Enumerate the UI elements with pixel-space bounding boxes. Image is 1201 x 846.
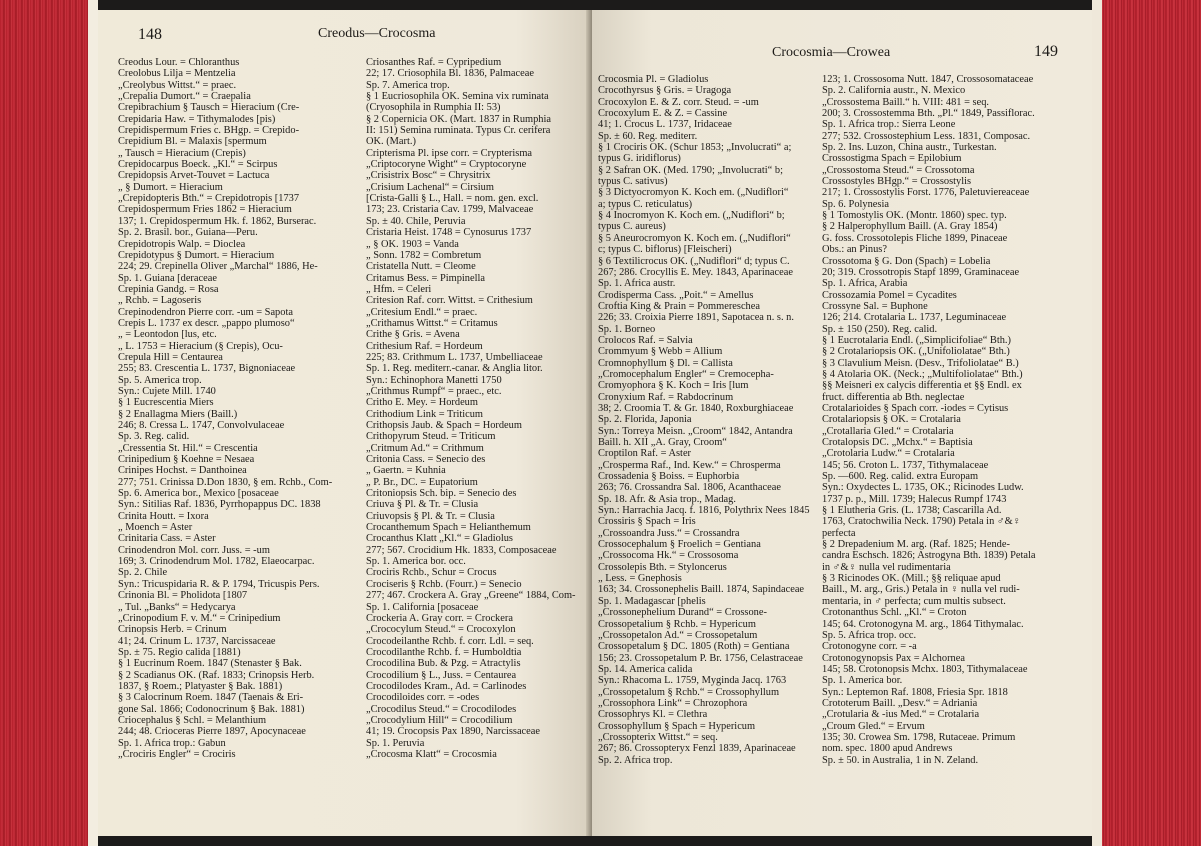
text-line: Sp. 1. Africa trop.: Gabun [118, 737, 226, 749]
text-line: „Cromocephalum Engler“ = Cremocepha- [598, 368, 774, 380]
text-line: Crotalarioides § Spach corr. -iodes = Cytisus [822, 402, 1009, 414]
text-line: Crinopsis Herb. = Crinum [118, 624, 227, 636]
text-line: 156; 23. Crossopetalum P. Br. 1756, Celastraceae [598, 652, 803, 664]
text-line: „Crossopterix Wittst.“ = seq. [598, 731, 718, 743]
text-line: Crocodilodes Kram., Ad. = Carlinodes [366, 680, 527, 692]
text-line: „Crossostema Baill.“ h. VIII: 481 = seq. [822, 96, 989, 108]
text-line: § 1 Eucrescentia Miers [118, 397, 214, 409]
text-line: § 1 Eucriosophila OK. Semina vix ruminata [366, 91, 549, 103]
text-line: Criuva § Pl. & Tr. = Clusia [366, 499, 479, 511]
text-line: 169; 3. Crinodendrum Mol. 1782, Elaeocarpac. [118, 556, 315, 568]
text-line: 217; 1. Crossostylis Forst. 1776, Paletuviereaceae [822, 187, 1030, 199]
text-line: Crinonia Bl. = Pholidota [1807 [118, 590, 248, 602]
text-line: Crockeria A. Gray corr. = Crockera [366, 612, 513, 624]
text-line: Sp. 1. Guiana [deraceae [118, 272, 217, 284]
text-line: „ P. Br., DC. = Eupatorium [366, 476, 478, 488]
text-line: § 3 Clavulium Meisn. (Desv., Trifoliolatae“ B.) [822, 357, 1019, 369]
text-line: Syn.: Oxydectes L. 1735, OK.; Ricinodes Ludw. [822, 482, 1024, 494]
text-line: „Crossoandra Juss.“ = Crossandra [598, 527, 740, 539]
text-line: Crepibrachium § Tausch = Hieracium (Cre- [118, 102, 300, 114]
text-line: Sp. 2. Chile [118, 567, 168, 579]
text-line: 277; 567. Crocidium Hk. 1833, Composaceae [366, 544, 557, 556]
text-line: Crepinodendron Pierre corr. -um = Sapota [118, 306, 293, 318]
text-line: 41; 24. Crinum L. 1737, Narcissaceae [118, 635, 276, 647]
text-line: 126; 214. Crotalaria L. 1737, Leguminaceae [822, 312, 1007, 324]
text-line: „ § Dumort. = Hieracium [118, 181, 223, 193]
text-line: § 2 Copernicia OK. (Mart. 1837 in Rumphia [366, 113, 551, 125]
text-line: §§ Meisneri ex calycis differentia et §§ Endl. ex [822, 380, 1022, 392]
text-line: § 2 Scadianus OK. (Raf. 1833; Crinopsis Herb. [118, 669, 315, 681]
text-line: § 2 Crotalariopsis OK. („Unifoliolatae“ Bth.) [822, 346, 1010, 358]
text-line: Croptilon Raf. = Aster [598, 448, 692, 460]
text-line: Syn.: Sitilias Raf. 1836, Pyrrhopappus DC. 1838 [118, 499, 321, 511]
text-line: Crossostigma Spach = Epilobium [822, 153, 962, 165]
text-line: „Critmum Ad.“ = Crithmum [366, 442, 484, 454]
text-line: 277; 532. Crossostephium Less. 1831, Composac. [822, 130, 1031, 142]
text-line: Sp. 5. Africa trop. occ. [822, 629, 917, 641]
text-line: 145; 58. Crotonopsis Mchx. 1803, Tithymalaceae [822, 663, 1028, 675]
text-line: Critho E. Mey. = Hordeum [366, 397, 478, 409]
left-running-head: Creodus—Crocosma [318, 26, 436, 41]
text-line: typus C. sativus) [598, 176, 668, 188]
text-line: Crocodeilanthe Rchb. f. corr. Ldl. = seq. [366, 635, 534, 647]
text-line: „Crociris Engler“ = Crociris [118, 748, 236, 760]
text-line: Sp. ± 50. in Australia, 1 in N. Zeland. [822, 754, 979, 766]
text-line: § 1 Eucrinum Roem. 1847 (Stenaster § Bak. [118, 658, 302, 670]
text-line: Crossozamia Pomel = Cycadites [822, 289, 957, 301]
text-line: § 1 Crociris OK. (Schur 1853; „Involucrati“ a; [598, 142, 792, 154]
text-line: „ Less. = Gnephosis [598, 573, 682, 585]
text-line: 135; 30. Crowea Sm. 1798, Rutaceae. Primum [822, 731, 1016, 743]
text-line: Crinitaria Cass. = Aster [118, 533, 216, 545]
text-line: 1737 p. p., Mill. 1739; Halecus Rumpf 1743 [822, 493, 1007, 505]
text-line: Crocodilina Bub. & Pzg. = Atractylis [366, 658, 521, 670]
text-line: „Crossopetalum § Rchb.“ = Crossophyllum [598, 686, 780, 698]
text-line: § 2 Enallagma Miers (Baill.) [118, 408, 238, 420]
text-line: § 6 Textilicrocus OK. („Nudiflori“ d; typus C. [598, 255, 790, 267]
text-line: „Crossostoma Steud.“ = Crossotoma [822, 164, 975, 176]
text-line: § 1 Tomostylis OK. (Montr. 1860) spec. typ. [822, 210, 1007, 222]
text-line: 41; 19. Crocopsis Pax 1890, Narcissaceae [366, 726, 541, 738]
text-line: Crepidotypus § Dumort. = Hieracium [118, 249, 275, 261]
text-line: Crotalopsis DC. „Mchx.“ = Baptisia [822, 437, 973, 448]
right-running-head: Crocosmia—Crowea [772, 45, 891, 60]
text-line: Sp. 6. America bor., Mexico [posaceae [118, 488, 279, 500]
text-line: § 4 Atolaria OK. (Neck.; „Multifoliolatae“ Bth.) [822, 368, 1023, 380]
text-line: 137; 1. Crepidospermum Hk. f. 1862, Burserac. [118, 215, 317, 227]
text-line: Crithopyrum Steud. = Triticum [366, 431, 496, 443]
text-line: Crepidocarpus Boeck. „Kl.“ = Scirpus [118, 159, 278, 171]
text-line: [Crista-Galli § L., Hall. = nom. gen. excl. [366, 193, 539, 205]
text-line: § 2 Halperophyllum Baill. (A. Gray 1854) [822, 221, 998, 233]
text-line: 38; 2. Croomia T. & Gr. 1840, Roxburghiaceae [598, 402, 794, 414]
text-line: Sp. 1. Peruvia [366, 737, 425, 749]
text-line: Sp. ± 40. Chile, Peruvia [366, 215, 466, 227]
text-line: Critamus Bess. = Pimpinella [366, 272, 486, 284]
text-line: Sp. 1. America bor. [822, 675, 903, 687]
text-line: „Crepidopteris Bth.“ = Crepidotropis [1737 [118, 193, 300, 205]
text-line: 263; 76. Crossandra Sal. 1806, Acanthaceae [598, 482, 781, 494]
text-line: Crossadenia § Boiss. = Euphorbia [598, 471, 740, 483]
text-line: Sp. 1. Africa austr. [598, 278, 676, 290]
text-line: Crepinia Gandg. = Rosa [118, 283, 219, 295]
text-line: Crociris Rchb., Schur = Crocus [366, 567, 497, 579]
text-line: Sp. 2. Ins. Luzon, China austr., Turkestan. [822, 142, 997, 154]
text-line: Syn.: Echinophora Manetti 1750 [366, 374, 502, 386]
text-line: Crommyum § Webb = Allium [598, 346, 723, 358]
text-line: „ Rchb. = Lagoseris [118, 295, 202, 307]
text-line: „Crosperma Raf., Ind. Kew.“ = Chrosperma [598, 459, 781, 471]
text-line: in ♂&♀ nulla vel rudimentaria [822, 561, 951, 573]
text-line: Criocephalus § Schl. = Melanthium [118, 714, 267, 726]
text-line: 22; 17. Criosophila Bl. 1836, Palmaceae [366, 68, 534, 80]
text-line: Sp. 1. America bor. occ. [366, 556, 466, 568]
right-column-1 [598, 74, 816, 830]
text-line: Creodus Lour. = Chloranthus [118, 57, 240, 68]
text-line: 200; 3. Crossostemma Bth. „Pl.“ 1849, Passiflorac. [822, 108, 1035, 120]
text-line: Crepidopsis Arvet-Touvet = Lactuca [118, 170, 270, 182]
text-line: Crithodium Link = Triticum [366, 408, 483, 420]
text-line: 163; 34. Crossonephelis Baill. 1874, Sapindaceae [598, 584, 805, 596]
text-line: § 4 Inocromyon K. Koch em. („Nudiflori“ b; [598, 210, 785, 222]
text-line: 267; 86. Crossopteryx Fenzl 1839, Aparinaceae [598, 743, 796, 755]
text-line: nom. spec. 1800 apud Andrews [822, 743, 953, 755]
text-line: Crinipes Hochst. = Danthoinea [118, 465, 247, 477]
text-line: Crocothyrsus § Gris. = Uragoga [598, 85, 732, 97]
text-line: „ Tul. „Banks“ = Hedycarya [118, 601, 236, 613]
text-line: § 2 Drepadenium M. arg. (Raf. 1825; Hende- [822, 539, 1010, 551]
text-line: Cripterisma Pl. ipse corr. = Crypterisma [366, 147, 533, 159]
text-line: Crocodilanthe Rchb. f. = Humboldtia [366, 646, 522, 658]
text-line: § 1 Elutheria Gris. (L. 1738; Cascarilla Ad. [822, 505, 1002, 517]
text-line: Sp. 2. Africa trop. [598, 754, 673, 766]
text-line: Criosanthes Raf. = Cypripedium [366, 57, 502, 68]
text-line: Crepidispermum Fries c. BHgp. = Crepido- [118, 125, 300, 137]
left-page [98, 10, 590, 836]
text-line: „Crepalia Dumort.“ = Craepalia [118, 91, 251, 103]
text-line: Cronyxium Raf. = Rabdocrinum [598, 391, 734, 403]
text-line: mentaria, in ♂ perfecta; cum multis subsect. [822, 595, 1006, 607]
text-line: Sp. 18. Afr. & Asia trop., Madag. [598, 493, 736, 505]
text-line: fruct. differentia ab Bth. neglectae [822, 391, 965, 403]
text-line: „Crossocoma Hk.“ = Crossosoma [598, 550, 739, 562]
text-line: „Criptocoryne Wight“ = Cryptocoryne [366, 159, 527, 171]
text-line: „ Gaertn. = Kuhnia [366, 465, 446, 477]
text-line: Sp. 1. California [posaceae [366, 601, 479, 613]
text-line: „ L. 1753 = Hieracium (§ Crepis), Ocu- [118, 340, 283, 352]
text-line: „Crotularia & -ius Med.“ = Crotalaria [822, 709, 980, 721]
text-line: Sp. 1. Africa trop.: Sierra Leone [822, 119, 956, 131]
text-line: gone Sal. 1866; Codonocrinum § Bak. 1881) [118, 703, 305, 715]
text-line: Baill., M. arg., Gris.) Petala in ♀ nulla vel rudi- [822, 584, 1020, 596]
text-line: „Crocodylium Hill“ = Crocodilium [366, 714, 513, 726]
text-line: Crolocos Raf. = Salvia [598, 334, 693, 346]
text-line: „ = Leontodon [lus, etc. [118, 329, 217, 341]
text-line: Sp. 5. America trop. [118, 374, 202, 386]
text-line: 145; 64. Crotonogyna M. arg., 1864 Tithymalac. [822, 618, 1024, 630]
text-line: Crossotoma § G. Don (Spach) = Lobelia [822, 255, 991, 267]
text-line: Critonia Cass. = Senecio des [366, 454, 486, 466]
text-line: Criuvopsis § Pl. & Tr. = Clusia [366, 510, 495, 522]
text-line: Croftia King & Prain = Pommereschea [598, 300, 760, 312]
text-line: typus G. iridiflorus) [598, 153, 681, 165]
text-line: Sp. 1. Reg. mediterr.-canar. & Anglia litor. [366, 363, 543, 375]
text-line: Critoniopsis Sch. bip. = Senecio des [366, 488, 517, 500]
text-line: Syn.: Leptemon Raf. 1808, Friesia Spr. 1818 [822, 686, 1008, 698]
text-line: § 3 Dictyocromyon K. Koch em. („Nudiflori“ [598, 187, 789, 199]
text-line: Syn.: Tricuspidaria R. & P. 1794, Tricuspis Pers. [118, 578, 320, 590]
text-line: § 2 Safran OK. (Med. 1790; „Involucrati“ b; [598, 164, 783, 176]
text-line: Crossopetalium § Rchb. = Hypericum [598, 618, 756, 630]
text-line: Crepula Hill = Centaurea [118, 351, 223, 363]
text-line: Crithopsis Jaub. & Spach = Hordeum [366, 420, 522, 431]
text-line: Cromnophyllum § Dl. = Callista [598, 357, 733, 369]
text-line: Crepidaria Haw. = Tithymalodes [pis) [118, 113, 276, 125]
text-line: Sp. 14. America calida [598, 663, 693, 675]
left-column-1 [118, 57, 362, 830]
text-line: „Critesium Endl.“ = praec. [366, 306, 478, 318]
right-column-2 [822, 74, 1088, 830]
text-line: Crinodendron Mol. corr. Juss. = -um [118, 544, 270, 556]
text-line: Crototerum Baill. „Desv.“ = Adriania [822, 697, 978, 709]
text-line: Syn.: Torreya Meisn. „Croom“ 1842, Antandra [598, 425, 793, 437]
text-line: 123; 1. Crossosoma Nutt. 1847, Crossosomataceae [822, 74, 1034, 85]
text-line: candra Eschsch. 1826; Astrogyna Bth. 1839) Petala [822, 550, 1036, 562]
text-line: Crocoxylum E. & Z. = Cassine [598, 108, 728, 120]
text-line: Crossophrys Kl. = Clethra [598, 709, 708, 721]
left-column-2 [366, 57, 588, 830]
text-line: „Crocosma Klatt“ = Crocosmia [366, 748, 497, 760]
text-line: 224; 29. Crepinella Oliver „Marchal“ 1886, He- [118, 261, 318, 273]
text-line: „Crossophora Link“ = Chrozophora [598, 697, 748, 709]
text-line: 1837, § Roem.; Platyaster § Bak. 1881) [118, 680, 283, 692]
text-line: 267; 286. Crocyllis E. Mey. 1843, Aparinaceae [598, 266, 793, 278]
text-line: Crossostyles BHgp.“ = Crossostylis [822, 176, 972, 188]
text-line: Crossyne Sal. = Buphone [822, 300, 928, 312]
text-line: 173; 23. Cristaria Cav. 1799, Malvaceae [366, 204, 534, 216]
right-page-edge [1098, 0, 1201, 846]
text-line: Sp. 7. America trop. [366, 79, 450, 91]
text-line: Creolobus Lilja = Mentzelia [118, 68, 236, 80]
text-line: Crotonogyne corr. = -a [822, 641, 917, 653]
text-line: „Crithmus Rumpf“ = praec., etc. [366, 385, 502, 397]
text-line: Crotonanthus Schl. „Kl.“ = Croton [822, 607, 967, 619]
text-line: Sp. —600. Reg. calid. extra Europam [822, 471, 979, 483]
text-line: Sp. ± 60. Reg. mediterr. [598, 130, 698, 142]
text-line: Crocanthus Klatt „Kl.“ = Gladiolus [366, 533, 513, 545]
text-line: 226; 33. Croixia Pierre 1891, Sapotacea n. s. n. [598, 312, 794, 324]
text-line: Sp. 3. Reg. calid. [118, 431, 190, 443]
text-line: „Crossopetalon Ad.“ = Crossopetalum [598, 629, 758, 641]
text-line: Sp. 1. Africa, Arabia [822, 278, 908, 290]
left-page-number: 148 [138, 26, 162, 43]
text-line: „Cressentia St. Hil.“ = Crescentia [118, 442, 258, 454]
text-line: „Crinopodium F. v. M.“ = Crinipedium [118, 612, 281, 624]
text-line: „ § OK. 1903 = Vanda [366, 238, 459, 250]
text-line: Crossolepis Bth. = Styloncerus [598, 561, 727, 573]
text-line: Crociseris § Rchb. (Fourr.) = Senecio [366, 578, 522, 590]
text-line: Crocodiloides corr. = -odes [366, 692, 480, 704]
text-line: Baill. h. XII „A. Gray, Croom“ [598, 437, 727, 448]
text-line: Crepidotropis Walp. = Dioclea [118, 238, 246, 250]
text-line: Sp. 1. Borneo [598, 323, 656, 335]
text-line: perfecta [822, 527, 856, 539]
text-line: Crodisperma Cass. „Poit.“ = Amellus [598, 289, 754, 301]
text-line: „Crococylum Steud.“ = Crocoxylon [366, 624, 516, 636]
text-line: 255; 83. Crescentia L. 1737, Bignoniaceae [118, 363, 296, 375]
text-line: G. foss. Crossotolepis Fliche 1899, Pinaceae [822, 232, 1008, 244]
text-line: OK. (Mart.) [366, 136, 416, 148]
text-line: Crithe § Gris. = Avena [366, 329, 460, 341]
text-line: „Crossonephelium Durand“ = Crossone- [598, 607, 767, 619]
text-line: Critesion Raf. corr. Wittst. = Crithesium [366, 295, 533, 307]
text-line: Cromyophora § K. Koch = Iris [lum [598, 380, 749, 392]
text-line: 1763, Cratochwilia Neck. 1790) Petala in ♂&♀ [822, 516, 1021, 528]
text-line: Crithesium Raf. = Hordeum [366, 340, 483, 352]
text-line: Cristatella Nutt. = Cleome [366, 261, 476, 273]
text-line: (Cryosophila in Rumphia II: 53) [366, 102, 501, 114]
text-line: Syn.: Harrachia Jacq. f. 1816, Polythrix Nees 1845 [598, 505, 810, 517]
text-line: Crinipedium § Koehne = Nesaea [118, 454, 255, 466]
text-line: Crepis L. 1737 ex descr. „pappo plumoso“ [118, 317, 295, 329]
text-line: 277; 751. Crinissa D.Don 1830, § em. Rchb., Com- [118, 476, 333, 488]
text-line: Crocanthemum Spach = Helianthemum [366, 522, 531, 534]
text-line: Crinita Houtt. = Ixora [118, 510, 209, 522]
text-line: 41; 1. Crocus L. 1737, Iridaceae [598, 119, 732, 131]
text-line: Sp. 1. Madagascar [phelis [598, 595, 706, 607]
text-line: Sp. 2. California austr., N. Mexico [822, 85, 966, 97]
text-line: „ Sonn. 1782 = Combretum [366, 249, 482, 261]
text-line: § 5 Aneurocromyon K. Koch em. („Nudiflori“ [598, 232, 791, 244]
text-line: 225; 83. Crithmum L. 1737, Umbelliaceae [366, 351, 543, 363]
right-page [592, 10, 1092, 836]
text-line: Crossophyllum § Spach = Hypericum [598, 720, 756, 732]
text-line: Crepidospermum Fries 1862 = Hieracium [118, 204, 292, 216]
text-line: Sp. 2. Brasil. bor., Guiana—Peru. [118, 227, 258, 239]
text-line: „ Moench = Aster [118, 522, 193, 534]
text-line: „Croum Gled.“ = Ervum [822, 720, 925, 732]
text-line: 20; 319. Crossotropis Stapf 1899, Graminaceae [822, 266, 1020, 278]
text-line: typus C. aureus) [598, 221, 666, 233]
text-line: Sp. 2. Florida, Japonia [598, 414, 692, 426]
text-line: „Crocodilus Steud.“ = Crocodilodes [366, 703, 517, 715]
text-line: Syn.: Cujete Mill. 1740 [118, 385, 216, 397]
text-line: „Creolybus Wittst.“ = praec. [118, 79, 237, 91]
text-line: 277; 467. Crockera A. Gray „Greene“ 1884, Com- [366, 590, 576, 602]
text-line: „ Hfm. = Celeri [366, 283, 432, 295]
text-line: 145; 56. Croton L. 1737, Tithymalaceae [822, 459, 989, 471]
text-line: Crocoxylon E. & Z. corr. Steud. = -um [598, 96, 759, 108]
text-line: a; typus C. reticulatus) [598, 198, 693, 210]
text-line: Crossopetalum § DC. 1805 (Roth) = Gentiana [598, 641, 790, 653]
text-line: Crocodilium § L., Juss. = Centaurea [366, 669, 517, 681]
text-line: 244; 48. Crioceras Pierre 1897, Apocynaceae [118, 726, 306, 738]
text-line: Sp. ± 150 (250). Reg. calid. [822, 323, 938, 335]
text-line: „Crisistrix Bosc“ = Chrysitrix [366, 170, 491, 182]
text-line: Crotonogynopsis Pax = Alchornea [822, 652, 965, 664]
text-line: 246; 8. Cressa L. 1747, Convolvulaceae [118, 420, 285, 431]
text-line: Cristaria Heist. 1748 = Cynosurus 1737 [366, 227, 532, 239]
text-line: Crossocephalum § Froelich = Gentiana [598, 539, 761, 551]
text-line: § 1 Eucrotalaria Endl. („Simplicifoliae“ Bth.) [822, 334, 1011, 346]
text-line: Crocosmia Pl. = Gladiolus [598, 74, 709, 85]
text-line: Crepidium Bl. = Malaxis [spermum [118, 136, 267, 148]
text-line: „Crotallaria Gled.“ = Crotalaria [822, 425, 954, 437]
text-line: „Crithamus Wittst.“ = Critamus [366, 317, 498, 329]
text-line: Sp. 6. Polynesia [822, 198, 889, 210]
text-line: Syn.: Rhacoma L. 1759, Myginda Jacq. 1763 [598, 675, 787, 687]
right-page-number: 149 [1034, 43, 1058, 60]
text-line: c; typus C. biflorus) [Fleischeri) [598, 244, 732, 256]
text-line: Crossiris § Spach = Iris [598, 516, 696, 528]
text-line: „Crisium Lachenal“ = Cirsium [366, 181, 494, 193]
text-line: § 3 Calocrinum Roem. 1847 (Taenais & Eri- [118, 692, 304, 704]
left-page-edge [0, 0, 92, 846]
text-line: Obs.: an Pinus? [822, 244, 887, 256]
text-line: „ Tausch = Hieracium (Crepis) [118, 147, 246, 159]
text-line: II: 151) Semina ruminata. Typus Cr. cerifera [366, 125, 551, 137]
text-line: § 3 Ricinodes OK. (Mill.; §§ reliquae apud [822, 573, 1001, 585]
text-line: „Crotolaria Ludw.“ = Crotalaria [822, 448, 955, 460]
text-line: Sp. ± 75. Regio calida [1881) [118, 646, 241, 658]
text-line: Crotalariopsis § OK. = Crotalaria [822, 414, 961, 426]
